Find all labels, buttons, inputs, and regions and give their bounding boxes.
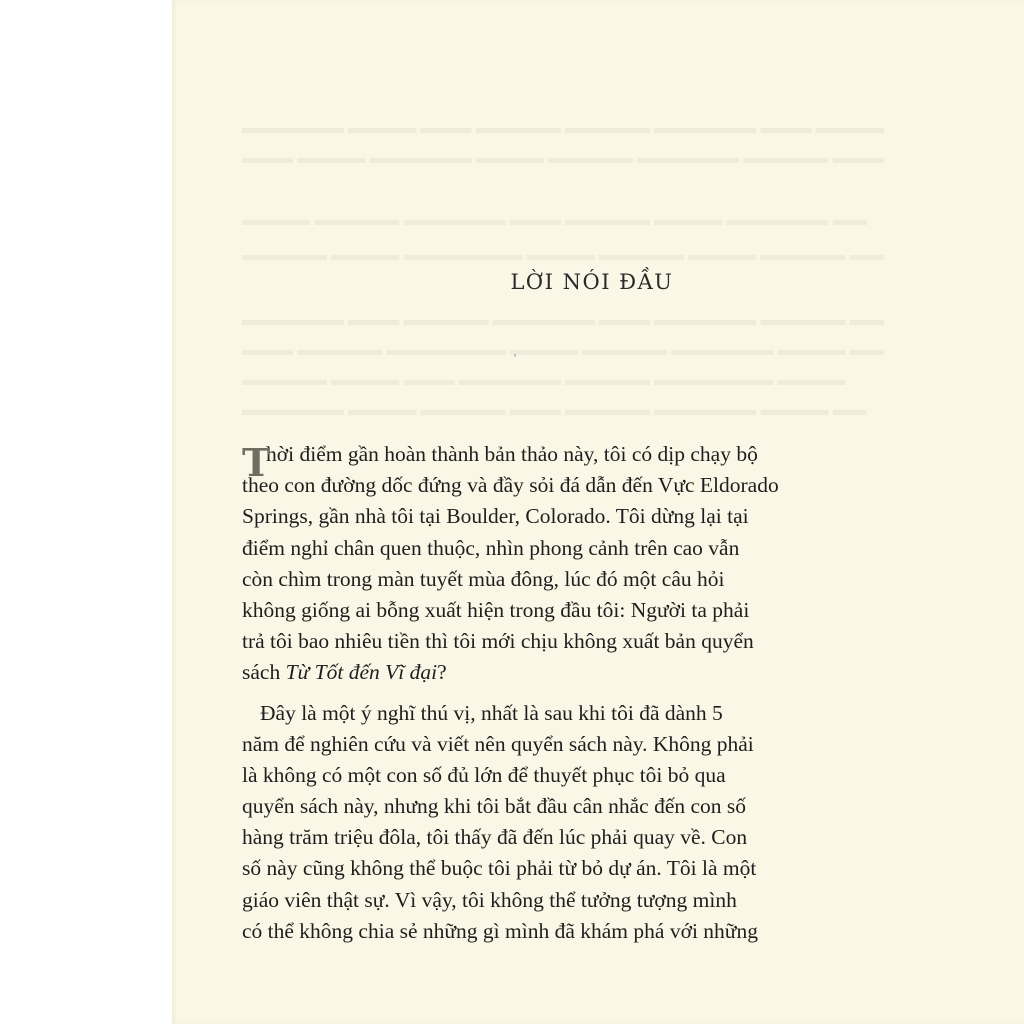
book-title: Từ Tốt đến Vĩ đại — [285, 660, 438, 685]
text-line: có thể không chia sẻ những gì mình đã khám phá với những — [242, 918, 758, 943]
paragraph-2 — [242, 698, 802, 948]
text-line: số này cũng không thể buộc tôi phải từ bỏ dự án. Tôi là một — [242, 856, 757, 881]
text-line: giáo viên thật sự. Vì vậy, tôi không thể tưởng tượng mình — [242, 887, 737, 912]
bleed-through-line — [242, 310, 884, 330]
bleed-through-line — [242, 340, 884, 360]
text-fragment: sách — [242, 660, 286, 685]
text-line: điểm nghỉ chân quen thuộc, nhìn phong cảnh trên cao vẫn — [242, 535, 740, 560]
text-line: năm để nghiên cứu và viết nên quyển sách này. Không phải — [242, 731, 754, 756]
drop-cap: T — [242, 440, 271, 485]
bleed-through-line — [242, 148, 884, 168]
bleed-through-line — [242, 245, 884, 265]
text-line: hàng trăm triệu đôla, tôi thấy đã đến lúc phải quay về. Con — [242, 825, 748, 850]
text-fragment: ? — [437, 660, 447, 685]
bleed-through-line — [242, 210, 867, 230]
text-line: Đây là một ý nghĩ thú vị, nhất là sau khi tôi đã dành 5 — [260, 700, 723, 725]
paragraph-1 — [242, 439, 802, 689]
text-line: không giống ai bỗng xuất hiện trong đầu tôi: Người ta phải — [242, 597, 750, 622]
book-page — [172, 0, 1024, 1024]
bleed-through-line — [242, 118, 884, 138]
bleed-through-line — [242, 400, 867, 420]
page-title: LỜI NÓI ĐẦU — [510, 270, 674, 294]
text-line: trả tôi bao nhiêu tiền thì tôi mới chịu không xuất bản quyển — [242, 629, 754, 654]
text-line: quyển sách này, nhưng khi tôi bắt đầu cân nhắc đến con số — [242, 794, 747, 819]
text-line: hời điểm gần hoàn thành bản thảo này, tôi có dịp chạy bộ — [266, 442, 758, 466]
body-text — [242, 439, 802, 947]
text-line-with-title — [242, 657, 802, 688]
text-line: Springs, gần nhà tôi tại Boulder, Colorado. Tôi dừng lại tại — [242, 504, 749, 529]
text-line: còn chìm trong màn tuyết mùa đông, lúc đó một câu hỏi — [242, 566, 725, 591]
text-line: là không có một con số đủ lớn để thuyết phục tôi bỏ qua — [242, 762, 726, 787]
bleed-through-line — [242, 370, 846, 390]
print-speck — [514, 354, 516, 357]
text-line: theo con đường dốc đứng và đầy sỏi đá dẫn đến Vực Eldorado — [242, 473, 779, 498]
